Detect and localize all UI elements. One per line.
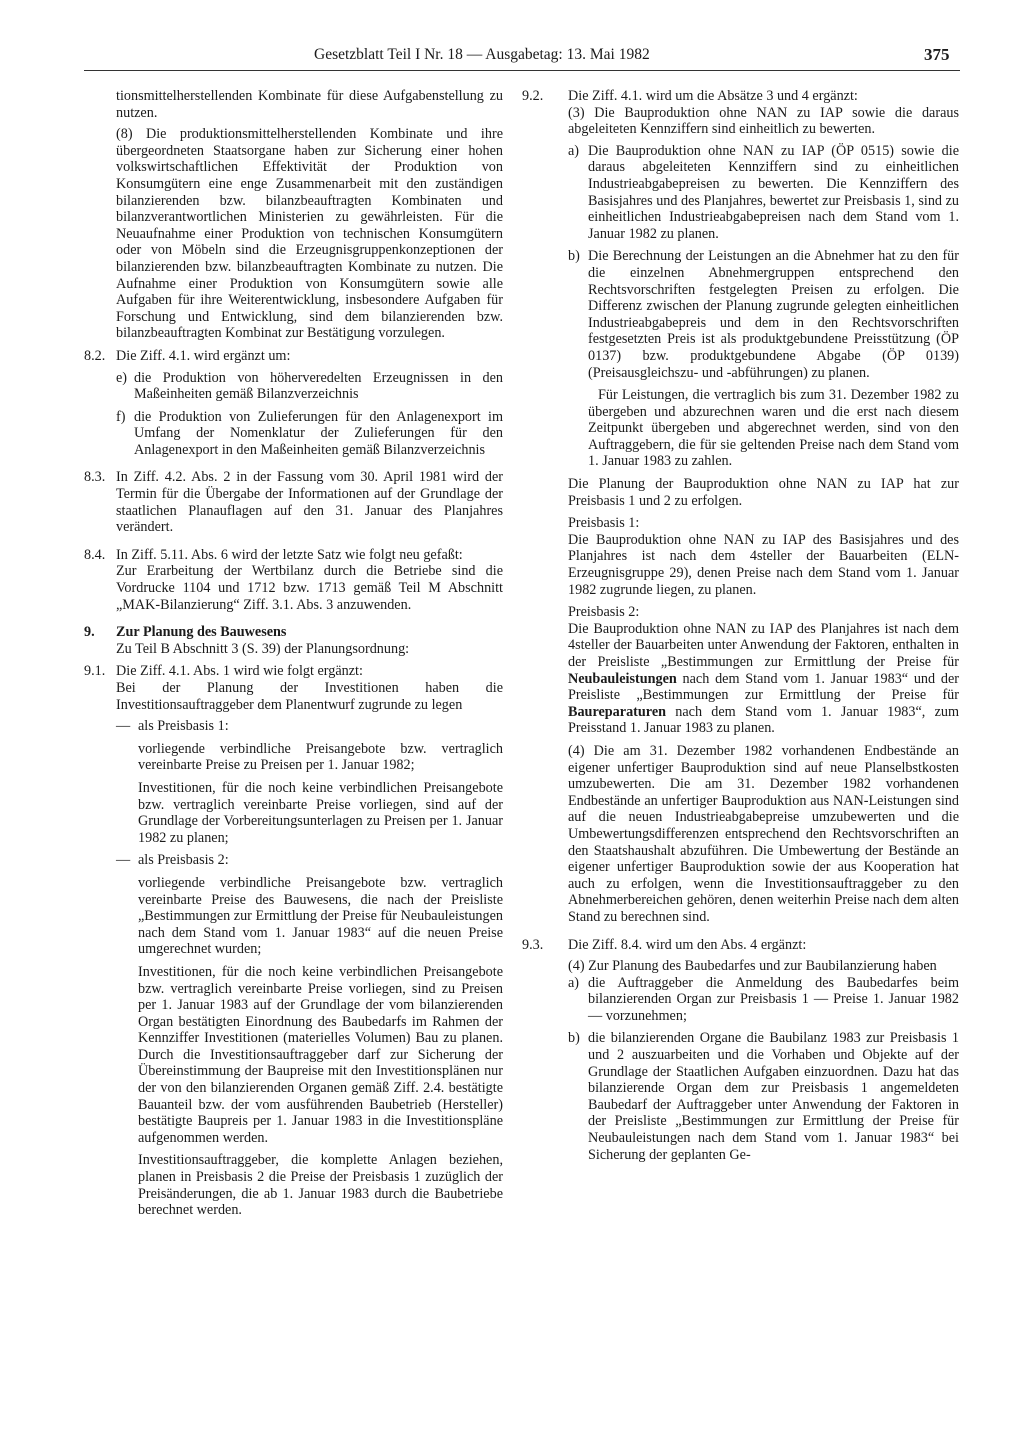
list-item-a [568, 975, 959, 1025]
dash-bullet: — [116, 718, 131, 735]
section-intro: Die Ziff. 4.1. Abs. 1 wird wie folgt ergänzt: [116, 663, 363, 680]
item-label: e) [116, 369, 128, 386]
preisbasis-2-label: als Preisbasis 2: [138, 852, 229, 869]
page-number: 375 [924, 45, 950, 64]
list-item-a [568, 143, 959, 243]
section-8-4 [84, 547, 503, 613]
text-run: nach dem Stand vom 1. Januar 1983“ und der Preisliste „Bestimmungen zur Ermittlung der Preise für [568, 670, 959, 704]
section-number: 8.3. [84, 469, 106, 486]
preisbasis-2-text [568, 621, 959, 737]
item-label: b) [568, 248, 580, 265]
section-text: In Ziff. 5.11. Abs. 6 wird der letzte Satz wie folgt neu gefaßt: [116, 546, 463, 563]
item-text: die Produktion von Zulieferungen für den Anlagenexport im Umfang der Nomenklatur der Zulieferungen für den Anlagenexport in den Maßeinheiten gemäß Bilanzverzeichnis [134, 408, 503, 458]
preisbasis-1-label: als Preisbasis 1: [138, 718, 229, 735]
text-run: nach dem Stand vom 1. Januar 1983“, zum Preisstand 1. Januar 1983 zu planen. [568, 703, 959, 737]
preisbasis-1-block [116, 718, 503, 846]
preisbasis-1-para-1: vorliegende verbindliche Preisangebote bzw. vertraglich vereinbarte Preise zu Preisen per 1. Januar 1982; [138, 740, 503, 774]
section-8-2 [84, 348, 503, 459]
section-number: 9.1. [84, 663, 106, 680]
item-text: die Produktion von höherveredelten Erzeugnissen in den Maßeinheiten gemäß Bilanzverzeichnis [134, 369, 503, 403]
section-9-2 [522, 88, 959, 926]
planung-paragraph: Die Planung der Bauproduktion ohne NAN zu IAP hat zur Preisbasis 1 und 2 zu erfolgen. [568, 476, 959, 509]
paragraph-4: (4) Die am 31. Dezember 1982 vorhandenen Endbestände an eigener unfertiger Bauproduktion sind auf neue Planselbstkosten umzubewerten. Die am 31. Dezember 1982 vorhandenen Endbestände an unfertiger Bauproduktion aus NAN-Leistungen sind auf die neuen Industrieabgabepreise umzubewerten und die Umbewertungsdifferenzen entsprechend den Rechtsvorschriften an den Staatshaushalt abzuführen. Die Umbewertung der Bestände an eigener unfertiger Bauproduktion sowie der aus Kooperation hat auch zu erfolgen, wenn die Investitionsauftraggeber zu den Abnehmerbereichen gehören, denen weiterhin Preise nach dem alten Stand zu berechnen sind. [568, 742, 959, 925]
item-text: Die Bauproduktion ohne NAN zu IAP (ÖP 0515) sowie die daraus abgeleiteten Kennziffern sind zu einheitlichen Industrieabgabepreisen zu bewerten. Die Kennziffern des Basisjahres und des Planjahres, bewertet zur Preisbasis 1, sind zu einheitlichen Industrieabgabepreisen nach dem Stand vom 1. Januar 1982 zu planen. [588, 142, 959, 242]
section-intro: Die Ziff. 8.4. wird um den Abs. 4 ergänzt: [568, 936, 807, 953]
paragraph-3: (3) Die Bauproduktion ohne NAN zu IAP sowie die daraus abgeleiteten Kennziffern sind einheitlich zu bewerten. [568, 104, 959, 138]
continuation-paragraph: tionsmittelherstellenden Kombinate für diese Aufgabenstellung zu nutzen. [116, 88, 503, 121]
section-8-3 [84, 469, 503, 535]
item-text: die Auftraggeber die Anmeldung des Baubedarfes beim bilanzierenden Organ zur Preisbasis 1 — Preise 1. Januar 1982 — vorzunehmen; [588, 974, 959, 1024]
section-number: 8.4. [84, 546, 106, 563]
section-heading: Zur Planung des Bauwesens [116, 624, 287, 641]
preisbasis-1-para-2: Investitionen, für die noch keine verbindlichen Preisangebote bzw. vertraglich vereinbarte Preise vorliegen, sind auf der Grundlage der Vorbereitungsunterlagen zu Preisen per 1. Januar 1982 zu planen; [138, 779, 503, 846]
list-item-b [568, 1030, 959, 1163]
preisbasis-2-para-2: Investitionen, für die noch keine verbindlichen Preisangebote bzw. vertraglich vereinbarte Preise vorliegen, sind zu Preisen per 1. Januar 1983 auf der Grundlage der vom bilanzierenden Organ bestätigten Einordnung des Baubedarfs im Rahmen der Kennziffer Investitionen (materielles Volumen) Bau zu planen. Durch die Investitionsauftraggeber darf zur Sicherung der Übereinstimmung der Baupreise mit den Investitionsplänen nur der von den bilanzierenden Organen gemäß Ziff. 2.4. bestätigte Bauanteil bzw. der vom ausführenden Baubetrieb (Hersteller) bestätigte Baupreis per 1. Januar 1983 in die Investitionspläne aufgenommen werden. [138, 963, 503, 1146]
item-label: a) [568, 974, 580, 991]
paragraph-8: (8) Die produktionsmittelherstellenden Kombinate und ihre übergeordneten Staatsorgane haben zur Sicherung einer hohen volkswirtschaftlichen Effektivität der Produktion von Konsumgütern eine enge Zusammenarbeit mit den zuständigen bilanzierenden bzw. bilanzbeauftragten Kombinaten und bilanzverantwortlichen Ministerien zu gewährleisten. Für die Neuaufnahme einer Produktion von technischen Konsumgütern oder von Möbeln sind die Erzeugnisgruppenkonzeptionen der bilanzierenden bzw. bilanzbeauftragten Kombinate zu nutzen. Die Aufnahme einer Produktion von Konsumgütern sowie alle Aufgaben für ihre Weiterentwicklung, insbesondere Aufgaben für Forschung und Entwicklung, sind dem bilanzierenden bzw. bilanzbeauftragten Kombinat zur Bestätigung vorzulegen. [116, 126, 503, 342]
preisbasis-1-text: Die Bauproduktion ohne NAN zu IAP des Basisjahres und des Planjahres ist nach dem 4steller der Bauarbeiten (ELN-Erzeugnisgruppe 29), denen Preise nach dem Stand vom 1. Januar 1982 zugrunde liegen, zu planen. [568, 531, 959, 598]
section-number: 8.2. [84, 347, 106, 364]
section-number: 9. [84, 624, 95, 641]
section-intro: Die Ziff. 4.1. wird um die Absätze 3 und 4 ergänzt: [568, 88, 858, 104]
section-continuation [84, 88, 503, 342]
list-item-b [568, 248, 959, 470]
bold-term-baureparaturen: Baureparaturen [568, 703, 667, 720]
section-number: 9.3. [522, 936, 544, 953]
preisbasis-2-para-3: Investitionsauftraggeber, die komplette Anlagen beziehen, planen in Preisbasis 2 die Preise der Preisbasis 1 zuzüglich der Preisänderungen, die ab 1. Januar 1983 durch die Baubetriebe berechnet werden. [138, 1152, 503, 1219]
section-text: Zu Teil B Abschnitt 3 (S. 39) der Planungsordnung: [116, 640, 410, 657]
preisbasis-1-label: Preisbasis 1: [568, 515, 640, 532]
section-intro-2: Bei der Planung der Investitionen haben die Investitionsauftraggeber dem Planentwurf zugrunde zu legen [116, 680, 503, 713]
item-label: f) [116, 408, 126, 425]
preisbasis-2-block [116, 852, 503, 1218]
preisbasis-2-para-1: vorliegende verbindliche Preisangebote bzw. vertraglich vereinbarte Preise des Bauwesens, die nach der Preisliste „Bestimmungen zur Ermittlung der Preise für Neubauleistungen nach dem Stand vom 1. Januar 1983“ auf die neuen Preise umgerechnet wurden; [138, 874, 503, 958]
dash-bullet: — [116, 852, 131, 869]
section-intro: Die Ziff. 4.1. wird ergänzt um: [116, 347, 291, 364]
bold-term-neubauleistungen: Neubauleistungen [568, 670, 677, 687]
list-item-e [116, 370, 503, 403]
preisbasis-2-label: Preisbasis 2: [568, 604, 640, 621]
list-item-f [116, 409, 503, 459]
section-9-3 [522, 937, 959, 1164]
item-label: b) [568, 1030, 580, 1047]
left-column [84, 88, 503, 1230]
page-header [0, 46, 1024, 70]
section-text: In Ziff. 4.2. Abs. 2 in der Fassung vom 30. April 1981 wird der Termin für die Übergabe der Informationen auf der Grundlage der staatlichen Planauflagen auf den 31. Januar des Planjahres verändert. [116, 469, 503, 536]
header-title: Gesetzblatt Teil I Nr. 18 — Ausgabetag: 13. Mai 1982 [314, 46, 650, 63]
right-column [522, 88, 959, 1174]
section-text-2: Zur Erarbeitung der Wertbilanz durch die Betriebe sind die Vordrucke 1104 und 1712 bzw. 1713 gemäß Teil M Abschnitt „MAK-Bilanzierung“ Ziff. 3.1. Abs. 3 anzuwenden. [116, 563, 503, 613]
section-number: 9.2. [522, 88, 544, 104]
item-text-2: Für Leistungen, die vertraglich bis zum 31. Dezember 1982 zu übergeben und abzurechnen waren und die erst nach diesem Zeitpunkt übergeben und abgerechnet werden, sind von den Auftraggebern, die für sie geltenden Preise nach dem Stand vom 1. Januar 1983 zu zahlen. [588, 387, 959, 470]
paragraph-4: (4) Zur Planung des Baubedarfes und zur Baubilanzierung haben [568, 958, 937, 975]
header-rule [84, 70, 960, 71]
item-label: a) [568, 142, 580, 159]
section-9-1 [84, 663, 503, 1218]
item-text: Die Berechnung der Leistungen an die Abnehmer hat zu den für die einzelnen Abnehmergruppen entsprechend den Rechtsvorschriften festgelegten Preisen zu erfolgen. Die Differenz zwischen der Planung zugrunde gelegten einheitlichen Industrieabgabepreis und dem in den Rechtsvorschriften festgesetzten Preis ist als produktgebundene Preisstützung (ÖP 0137) bzw. produktgebundene Abgabe (ÖP 0139) (Preisausgleichszu- und -abführungen) zu planen. [588, 248, 959, 381]
section-9 [84, 624, 503, 657]
item-text: die bilanzierenden Organe die Baubilanz 1983 zur Preisbasis 1 und 2 auszuarbeiten und die Vorhaben und Objekte auf der Grundlage der Staatlichen Aufgaben einzuordnen. Dazu hat das bilanzierende Organ dem zur Preisbasis 1 angemeldeten Baubedarf der Auftraggeber unter Anwendung der Faktoren in der Preisliste „Bestimmungen zur Ermittlung der Preise für Neubauleistungen nach dem Stand vom 1. Januar 1983“ bei Sicherung der geplanten Ge- [588, 1030, 959, 1163]
text-run: Die Bauproduktion ohne NAN zu IAP des Planjahres ist nach dem 4steller der Bauarbeiten unter Anwendung der Faktoren, enthalten in der Preisliste „Bestimmungen zur Ermittlung der Preise für [568, 620, 959, 670]
